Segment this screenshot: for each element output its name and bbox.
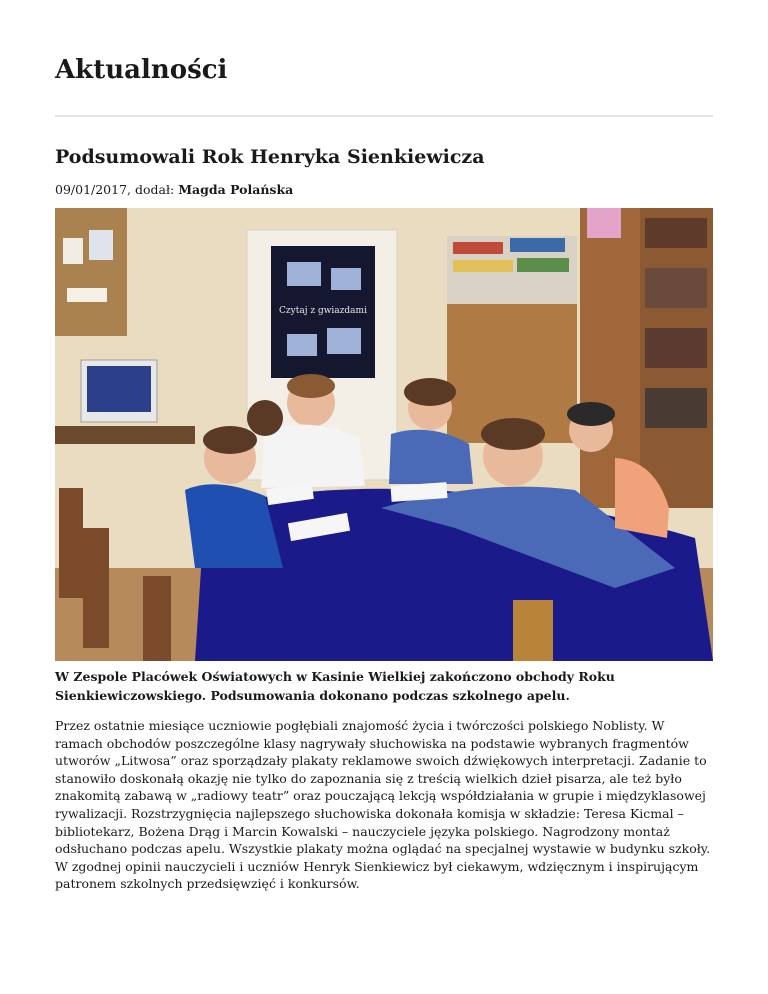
article-title[interactable]: Podsumowali Rok Henryka Sienkiewicza	[55, 146, 485, 168]
article-paragraph: W zgodnej opinii nauczycieli i uczniów Henryk Sienkiewicz był ciekawym, wdzięcznym i inspirującym patronem szkolnych przedsięwzięć i konkursów.	[55, 858, 699, 892]
article-paragraph: Przez ostatnie miesiące uczniowie pogłębiali znajomość życia i twórczości polskiego Noblisty. W ramach obchodów poszczególne klasy nagrywały słuchowiska na podstawie wybranych fragmentów utworów „Litwosa” oraz sporządzały plakaty reklamowe swoich dźwiękowych interpretacji. Zadanie to stanowiło doskonałą okazję nie tylko do zapoznania się z treścią wielkich dzieł pisarza, ale też było znakomitą zabawą w „radiowy teatr” oraz pouczającą lekcją współdziałania w grupie i międzyklasowej rywalizacji. Rozstrzygnięcia najlepszego słuchowiska dokonała komisja w składzie: Teresa Kicmal – bibliotekarz, Bożena Drąg i Marcin Kowalski – nauczyciele języka polskiego. Nagrodzony montaż odsłuchano podczas apelu. Wszystkie plakaty można oglądać na specjalnej wystawie w budynku szkoły.	[55, 718, 711, 857]
child-hair	[203, 426, 257, 454]
computer-desk	[55, 426, 195, 444]
child-hair	[287, 374, 335, 398]
child-hair	[481, 418, 545, 450]
poster-book	[331, 268, 361, 290]
box	[453, 242, 503, 254]
article-author: Magda Polańska	[178, 182, 294, 197]
corkboard	[55, 208, 127, 336]
chair	[83, 528, 109, 648]
article-body	[55, 717, 713, 893]
article-photo[interactable]	[55, 208, 713, 661]
poster-text: Czytaj z gwiazdami	[279, 306, 367, 316]
box	[510, 238, 565, 252]
poster-book	[327, 328, 361, 354]
books	[645, 268, 707, 308]
article-meta	[55, 181, 293, 199]
chair	[143, 576, 171, 661]
monitor-screen	[87, 366, 151, 412]
poster-book	[287, 334, 317, 356]
divider	[55, 115, 713, 117]
article-lead: W Zespole Placówek Oświatowych w Kasinie Wielkiej zakończono obchody Roku Sienkiewiczowskiego. Podsumowania dokonano podczas szkolnego apelu.	[55, 669, 615, 703]
child-white-shirt	[261, 425, 365, 488]
article-date: 09/01/2017	[55, 182, 128, 197]
child-head-back	[247, 400, 283, 436]
books	[645, 328, 707, 368]
pencil-holder	[513, 600, 553, 661]
pink-sign	[587, 208, 621, 238]
library-scene-illustration	[55, 208, 713, 661]
child-hair	[567, 402, 615, 426]
books	[645, 388, 707, 428]
books	[645, 218, 707, 248]
box	[453, 260, 513, 272]
corkboard-note	[67, 288, 107, 302]
child-hair	[404, 378, 456, 406]
corkboard-note	[63, 238, 83, 264]
section-title: Aktualności	[55, 55, 228, 85]
chair	[59, 488, 83, 598]
poster-book	[287, 262, 321, 286]
box	[517, 258, 569, 272]
added-by-label: , dodał:	[127, 182, 179, 197]
corkboard-note	[89, 230, 113, 260]
